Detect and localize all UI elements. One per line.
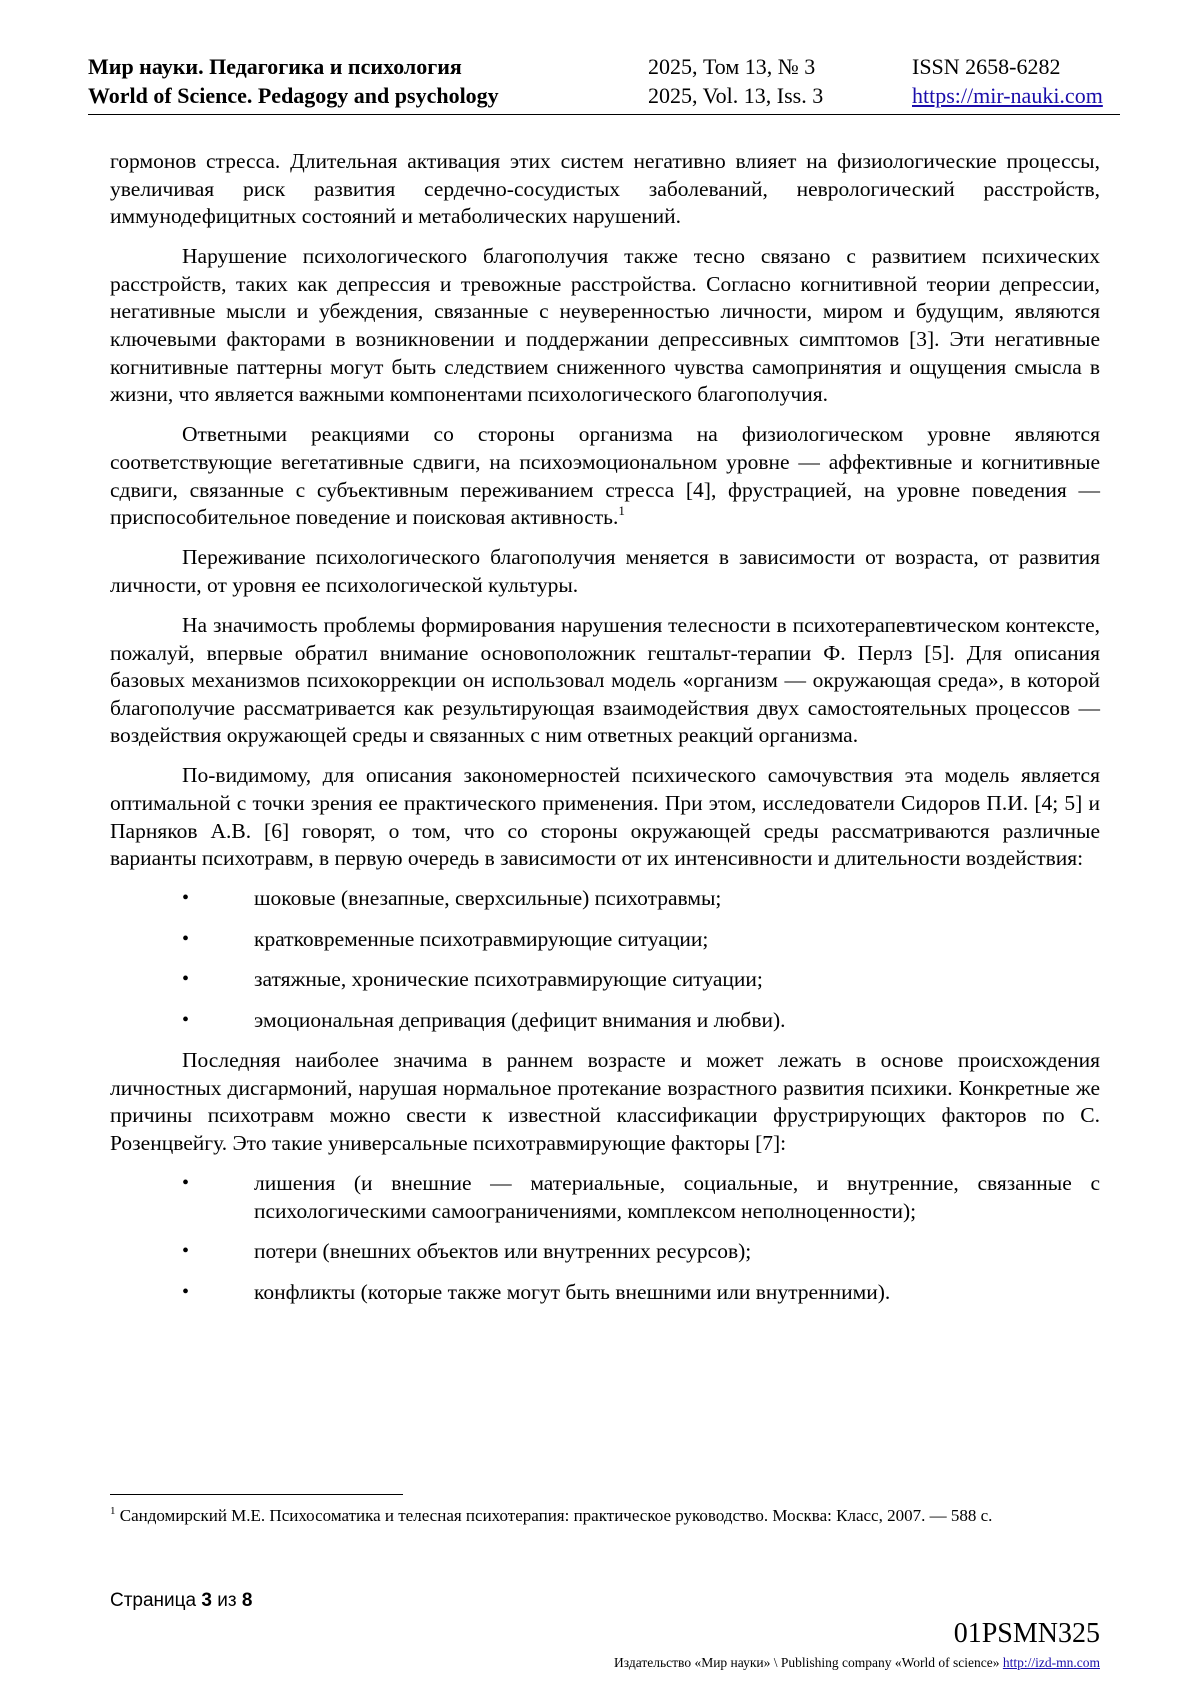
issn-block (912, 52, 1103, 110)
list-item: • кратковременные психотравмирующие ситуации; (110, 926, 1100, 954)
issue-info (648, 52, 823, 110)
paragraph: гормонов стресса. Длительная активация этих систем негативно влияет на физиологические процессы, увеличивая риск развития сердечно-сосудистых заболеваний, неврологический расстройств, иммунодефицитных состояний и метаболических нарушений. (110, 149, 1100, 229)
article-body (110, 148, 1100, 1319)
footnote-mark: 1 (110, 1505, 116, 1517)
publisher-line: Издательство «Мир науки» \ Publishing company «World of science» http://izd-mn.com (614, 1655, 1100, 1670)
footnote-divider (110, 1494, 403, 1495)
article-code: 01PSMN325 (953, 1618, 1100, 1649)
bullet-icon: • (182, 927, 190, 950)
journal-title-ru: Мир науки. Педагогика и психология (88, 54, 462, 79)
paragraph: Последняя наиболее значима в раннем возрасте и может лежать в основе происхождения личностных дисгармоний, нарушая нормальное протекание возрастного развития психики. Конкретные же причины психотравм можно свести к известной классификации фрустрирующих факторов по С. Розенцвейгу. Это такие универсальные психотравмирующие факторы [7]: (110, 1048, 1100, 1155)
total-pages: 8 (241, 1590, 253, 1611)
bullet-icon: • (182, 1009, 190, 1032)
bullet-icon: • (182, 968, 190, 991)
list-item: • эмоциональная депривация (дефицит внимания и любви). (110, 1007, 1100, 1035)
paragraph: Нарушение психологического благополучия также тесно связано с развитием психических расстройств, таких как депрессия и тревожные расстройства. Согласно когнитивной теории депрессии, негативные мысли и убеждения, связанные с неуверенностью личности, миром и будущим, являются ключевыми факторами в возникновении и поддержании депрессивных симптомов [3]. Эти негативные когнитивные паттерны могут быть следствием сниженного чувства самопринятия и ощущения смысла в жизни, что является важными компонентами психологического благополучия. (110, 244, 1100, 407)
bullet-icon: • (182, 1280, 190, 1303)
list-item: • затяжные, хронические психотравмирующие ситуации; (110, 966, 1100, 994)
publisher-link[interactable]: http://izd-mn.com (1002, 1655, 1100, 1670)
paragraph: Переживание психологического благополучия меняется в зависимости от возраста, от развития личности, от уровня ее психологической культуры. (110, 545, 1100, 597)
paragraph: На значимость проблемы формирования нарушения телесности в психотерапевтическом контексте, пожалуй, впервые обратил внимание основоположник гештальт-терапии Ф. Перлз [5]. Для описания базовых механизмов психокоррекции он использовал модель «организм — окружающая среда», в которой благополучие рассматривается как результирующая взаимодействия двух самостоятельных процессов — воздействия окружающей среды и связанных с ним ответных реакций организма. (110, 612, 1100, 748)
page-header (88, 52, 1120, 115)
list-item: • лишения (и внешние — материальные, социальные, и внутренние, связанные с психологическими самоограничениями, комплексом неполноценности); (182, 1171, 1100, 1223)
list-item: • конфликты (которые также могут быть внешними или внутренними). (110, 1279, 1100, 1307)
issn: ISSN 2658-6282 (912, 54, 1061, 79)
issue-info-en: 2025, Vol. 13, Iss. 3 (648, 83, 824, 108)
bullet-icon: • (182, 1240, 190, 1263)
footnote (110, 1504, 1100, 1528)
paragraph: По-видимому, для описания закономерностей психического самочувствия эта модель является оптимальной с точки зрения ее практического применения. При этом, исследователи Сидоров П.И. [4; 5] и Парняков А.В. [6] говорят, о том, что со стороны окружающей среды рассматриваются различные варианты психотравм, в первую очередь в зависимости от их интенсивности и длительности воздействия: (110, 763, 1100, 871)
list-item: • потери (внешних объектов или внутренних ресурсов); (110, 1238, 1100, 1266)
issue-info-ru: 2025, Том 13, № 3 (648, 54, 816, 79)
journal-title-en: World of Science. Pedagogy and psychology (88, 83, 499, 108)
bullet-icon: • (182, 887, 190, 910)
footnote-reference[interactable]: 1 (618, 503, 625, 519)
paragraph-text: Ответными реакциями со стороны организма на физиологическом уровне являются соответствующие вегетативные сдвиги, на психоэмоциональном уровне — аффективные и когнитивные сдвиги, связанные с субъективным переживанием стресса [4], фрустрацией, на уровне поведения — приспособительное поведение и поисковая активность. (110, 422, 1100, 530)
psychotrauma-types-list (110, 885, 1100, 1034)
website-link[interactable]: https://mir-nauki.com (912, 83, 1103, 108)
paragraph (110, 421, 1100, 531)
list-item: • шоковые (внезапные, сверхсильные) психотравмы; (110, 885, 1100, 913)
frustration-factors-list (110, 1170, 1100, 1306)
footnote-text: Сандомирский М.Е. Психосоматика и телесная психотерапия: практическое руководство. Москва: Класс, 2007. — 588 с. (119, 1506, 993, 1525)
current-page: 3 (201, 1590, 212, 1611)
page-counter: Страница 3 из 8 (110, 1590, 253, 1611)
journal-title (88, 52, 499, 110)
bullet-icon: • (182, 1172, 190, 1194)
